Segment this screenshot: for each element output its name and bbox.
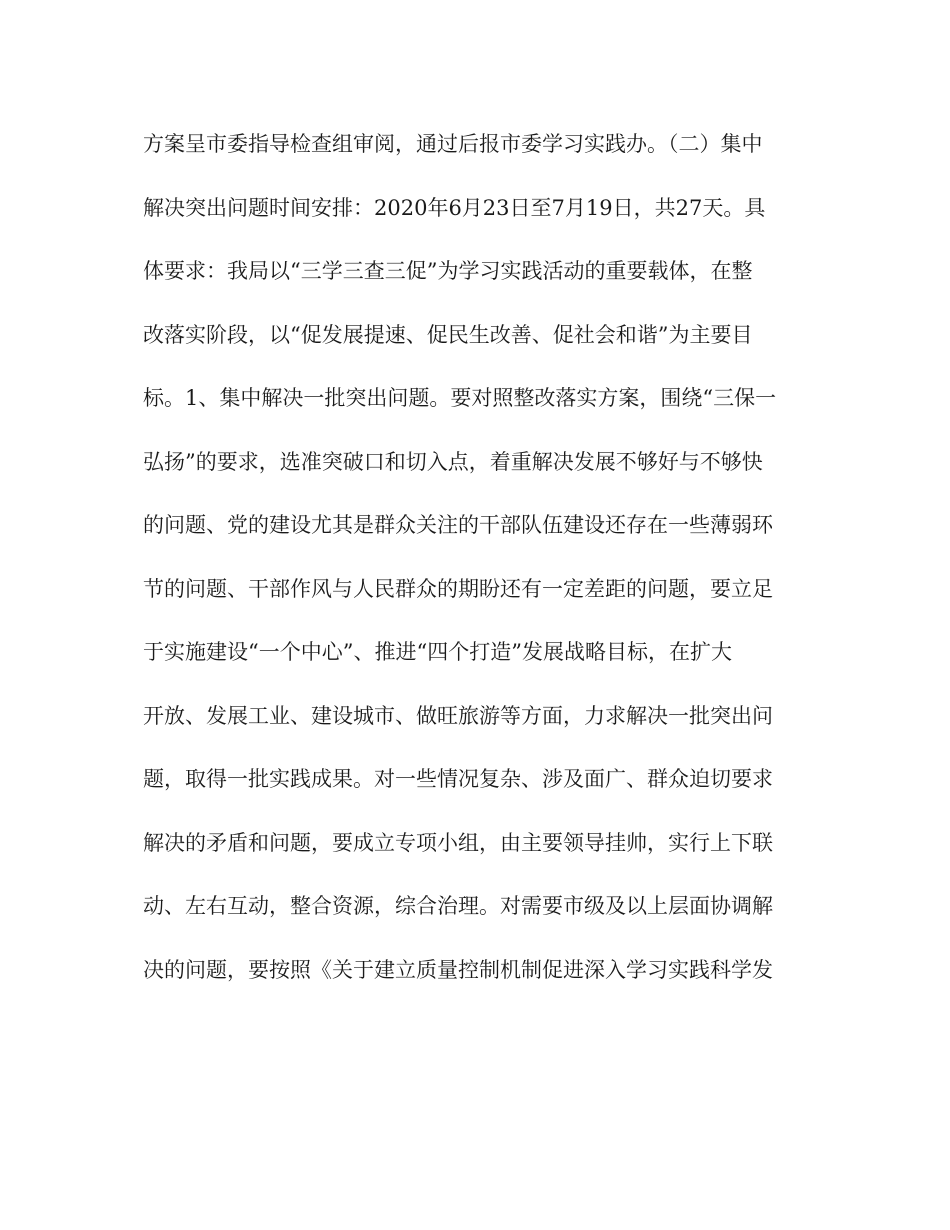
text-line: 的问题、党的建设尤其是群众关注的干部队伍建设还存在一些薄弱环 [143, 513, 773, 537]
text-line: 改落实阶段，以“促发展提速、促民生改善、促社会和谐”为主要目 [143, 322, 753, 347]
text-line: 标。1、集中解决一批突出问题。要对照整改落实方案，围绕“三保一 [143, 386, 777, 410]
text-line: 解决的矛盾和问题，要成立专项小组，由主要领导挂帅，实行上下联 [143, 830, 773, 855]
text-line: 决的问题，要按照《关于建立质量控制机制促进深入学习实践科学发 [143, 957, 773, 982]
text-line: 方案呈市委指导检查组审阅，通过后报市委学习实践办。（二）集中 [143, 132, 763, 156]
text-line: 题，取得一批实践成果。对一些情况复杂、涉及面广、群众迫切要求 [143, 767, 773, 791]
text-line: 体要求：我局以“三学三查三促”为学习实践活动的重要载体，在整 [143, 259, 753, 283]
text-line: 解决突出问题时间安排：2020年6月23日至7月19日，共27天。具 [143, 195, 766, 220]
text-line: 于实施建设“一个中心”、推进“四个打造”发展战略目标，在扩大 [143, 640, 732, 664]
text-line: 节的问题、干部作风与人民群众的期盼还有一定差距的问题，要立足 [143, 576, 773, 601]
text-line: 动、左右互动，整合资源，综合治理。对需要市级及以上层面协调解 [143, 894, 773, 918]
text-line: 弘扬”的要求，选准突破口和切入点，着重解决发展不够好与不够快 [143, 449, 763, 474]
text-line: 开放、发展工业、建设城市、做旺旅游等方面，力求解决一批突出问 [143, 703, 773, 728]
body-text [143, 117, 813, 1006]
